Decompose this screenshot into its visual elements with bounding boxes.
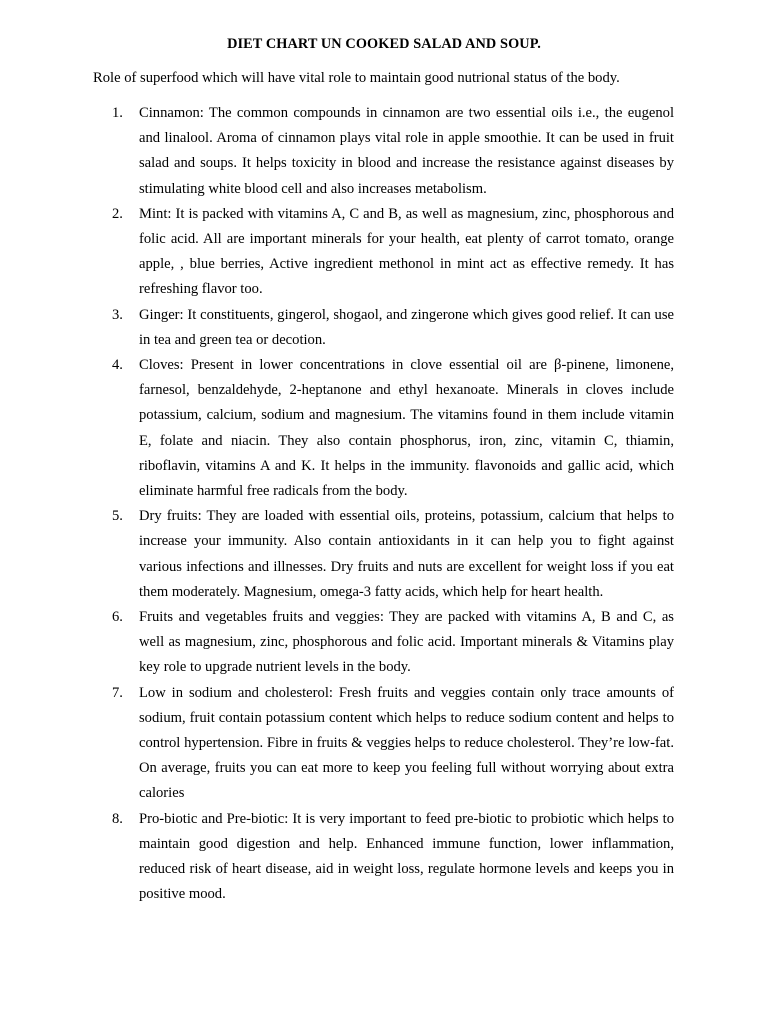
list-item-dry-fruits [0, 504, 768, 605]
list-item-number: 6. [112, 609, 123, 626]
list-item-number: 1. [112, 105, 123, 121]
list-item-text: Low in sodium and cholesterol: Fresh fruits and veggies contain only trace amounts of sodium, fruit contain potassium content which helps to reduce sodium content and helps to control hypertension. Fibre in fruits & veggies helps to reduce cholesterol. They’re low-fat. On average, fruits you can eat more to keep you feeling full without worrying about extra calories [139, 684, 674, 802]
list-item-text: Fruits and vegetables fruits and veggies: They are packed with vitamins A, B and C, as well as magnesium, zinc, phosphorous and folic acid. Important minerals & Vitamins play key role to upgrade nutrient levels in the body. [139, 609, 674, 676]
list-item-fruits-vegetables [0, 605, 768, 681]
list-item-number: 5. [112, 508, 123, 525]
list-item-number: 2. [112, 205, 123, 222]
numbered-list [0, 101, 768, 908]
list-item-text: Cinnamon: The common compounds in cinnamon are two essential oils i.e., the eugenol and linalool. Aroma of cinnamon plays vital role in apple smoothie. It can be used in fruit salad and soups. It helps toxicity in blood and increase the resistance against diseases by stimulating white blood cell and also increases metabolism. [139, 105, 674, 197]
list-item-cloves [0, 353, 768, 504]
list-item-number: 4. [112, 357, 123, 374]
list-item-number: 8. [112, 810, 123, 827]
list-item-text: Dry fruits: They are loaded with essential oils, proteins, potassium, calcium that helps to increase your immunity. Also contain antioxidants in it can help you to fight against various infections and illnesses. Dry fruits and nuts are excellent for weight loss if you eat them moderately. Magnesium, omega-3 fatty acids, which help for heart health. [139, 508, 674, 600]
list-item-text: Mint: It is packed with vitamins A, C and B, as well as magnesium, zinc, phosphorous and folic acid. All are important minerals for your health, eat plenty of carrot tomato, orange apple, , blue berries, Active ingredient methonol in mint act as effective remedy. It has refreshing flavor too. [139, 205, 674, 298]
list-item-text: Cloves: Present in lower concentrations in clove essential oil are β-pinene, limonene, farnesol, benzaldehyde, 2-heptanone and ethyl hexanoate. Minerals in cloves include potassium, calcium, sodium and magnesium. The vitamins found in them include vitamin E, folate and niacin. They also contain phosphorus, iron, zinc, vitamin C, thiamin, riboflavin, vitamins A and K. It helps in the immunity. flavonoids and gallic acid, which eliminate harmful free radicals from the body. [139, 357, 674, 500]
document-title: DIET CHART UN COOKED SALAD AND SOUP. [227, 36, 541, 52]
list-item-cinnamon [0, 101, 768, 202]
list-item-probiotic [0, 807, 768, 908]
list-item-text: Pro-biotic and Pre-biotic: It is very important to feed pre-biotic to probiotic which helps to maintain good digestion and help. Enhanced immune function, lower inflammation, reduced risk of heart disease, aid in weight loss, regulate hormone levels and keeps you in positive mood. [139, 810, 674, 903]
list-item-ginger [0, 303, 768, 353]
list-item-number: 3. [112, 306, 123, 323]
list-item-number: 7. [112, 684, 123, 701]
list-item-text: Ginger: It constituents, gingerol, shogaol, and zingerone which gives good relief. It can use in tea and green tea or decotion. [139, 306, 674, 348]
list-item-low-sodium [0, 681, 768, 807]
intro-paragraph: Role of superfood which will have vital role to maintain good nutrional status of the body. [93, 70, 620, 86]
list-item-mint [0, 202, 768, 303]
